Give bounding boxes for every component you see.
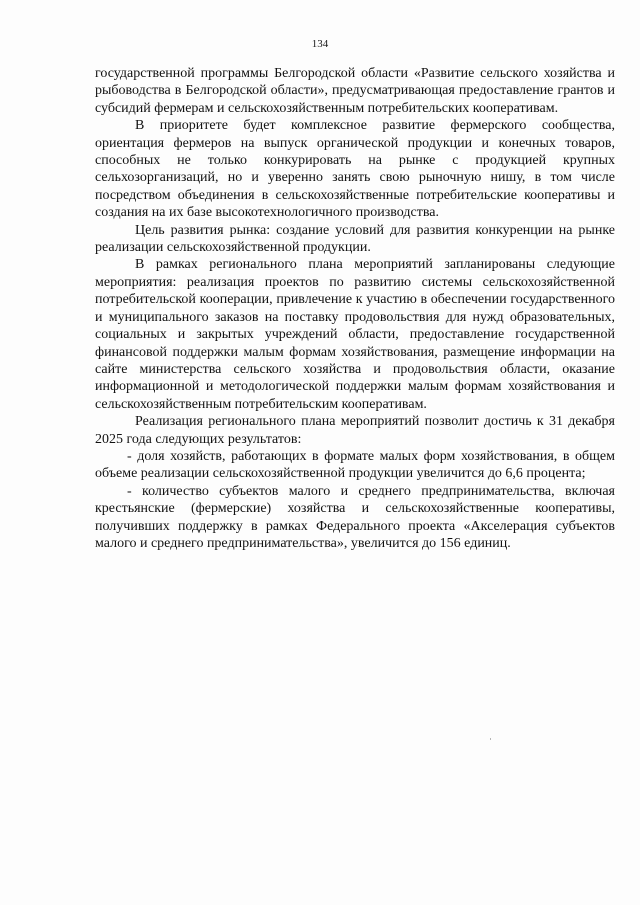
page-number: 134 [311,38,329,50]
paragraph-program-continuation: государственной программы Белгородской области «Развитие сельского хозяйства и рыбоводства в Белгородской области», предусматривающая предоставление грантов и субсидий фермерам и сельскохозяйственным потребительских кооперативам. [95,66,615,116]
document-body [95,65,615,552]
paragraph-planned-measures: В рамках регионального плана мероприятий запланированы следующие мероприятия: реализация проектов по развитию системы сельскохозяйственной потребительской кооперации, привлечение к участию в обеспечении государственного и муниципального заказов на поставку продовольствия для нужд образовательных, социальных и закрытых учреждений области, предоставление государственной финансовой поддержки малым формам хозяйствования, размещение информации на сайте министерства сельского хозяйства и продовольствия области, оказание информационной и методологической поддержки малым формам хозяйствования и сельскохозяйственным потребительским кооперативам. [95,257,615,412]
result-item-sme-support: - количество субъектов малого и среднего предпринимательства, включая крестьянские (фермерские) хозяйства и сельскохозяйственные кооперативы, получивших поддержку в рамках Федерального проекта «Акселерация субъектов малого и среднего предпринимательства», увеличится до 156 единиц. [95,483,615,551]
paragraph-expected-results: Реализация регионального плана мероприятий позволит достичь к 31 декабря 2025 года следующих результатов: [95,414,615,447]
result-item-share-of-farms: - доля хозяйств, работающих в формате малых форм хозяйствования, в общем объеме реализации сельскохозяйственной продукции увеличится до 6,6 процента; [95,448,615,482]
paragraph-priority: В приоритете будет комплексное развитие фермерского сообщества, ориентация фермеров на выпуск органической продукции и конечных товаров, способных не только конкурировать на рынке с продукцией крупных сельхозорганизаций, но и уверенно занять свою рыночную нишу, в том числе посредством объединения в сельскохозяйственные потребительские кооперативы и создания на их базе высокотехнологичного производства. [95,118,615,221]
paragraph-market-goal: Цель развития рынка: создание условий для развития конкуренции на рынке реализации сельскохозяйственной продукции. [95,222,615,256]
scan-speck [490,738,491,740]
